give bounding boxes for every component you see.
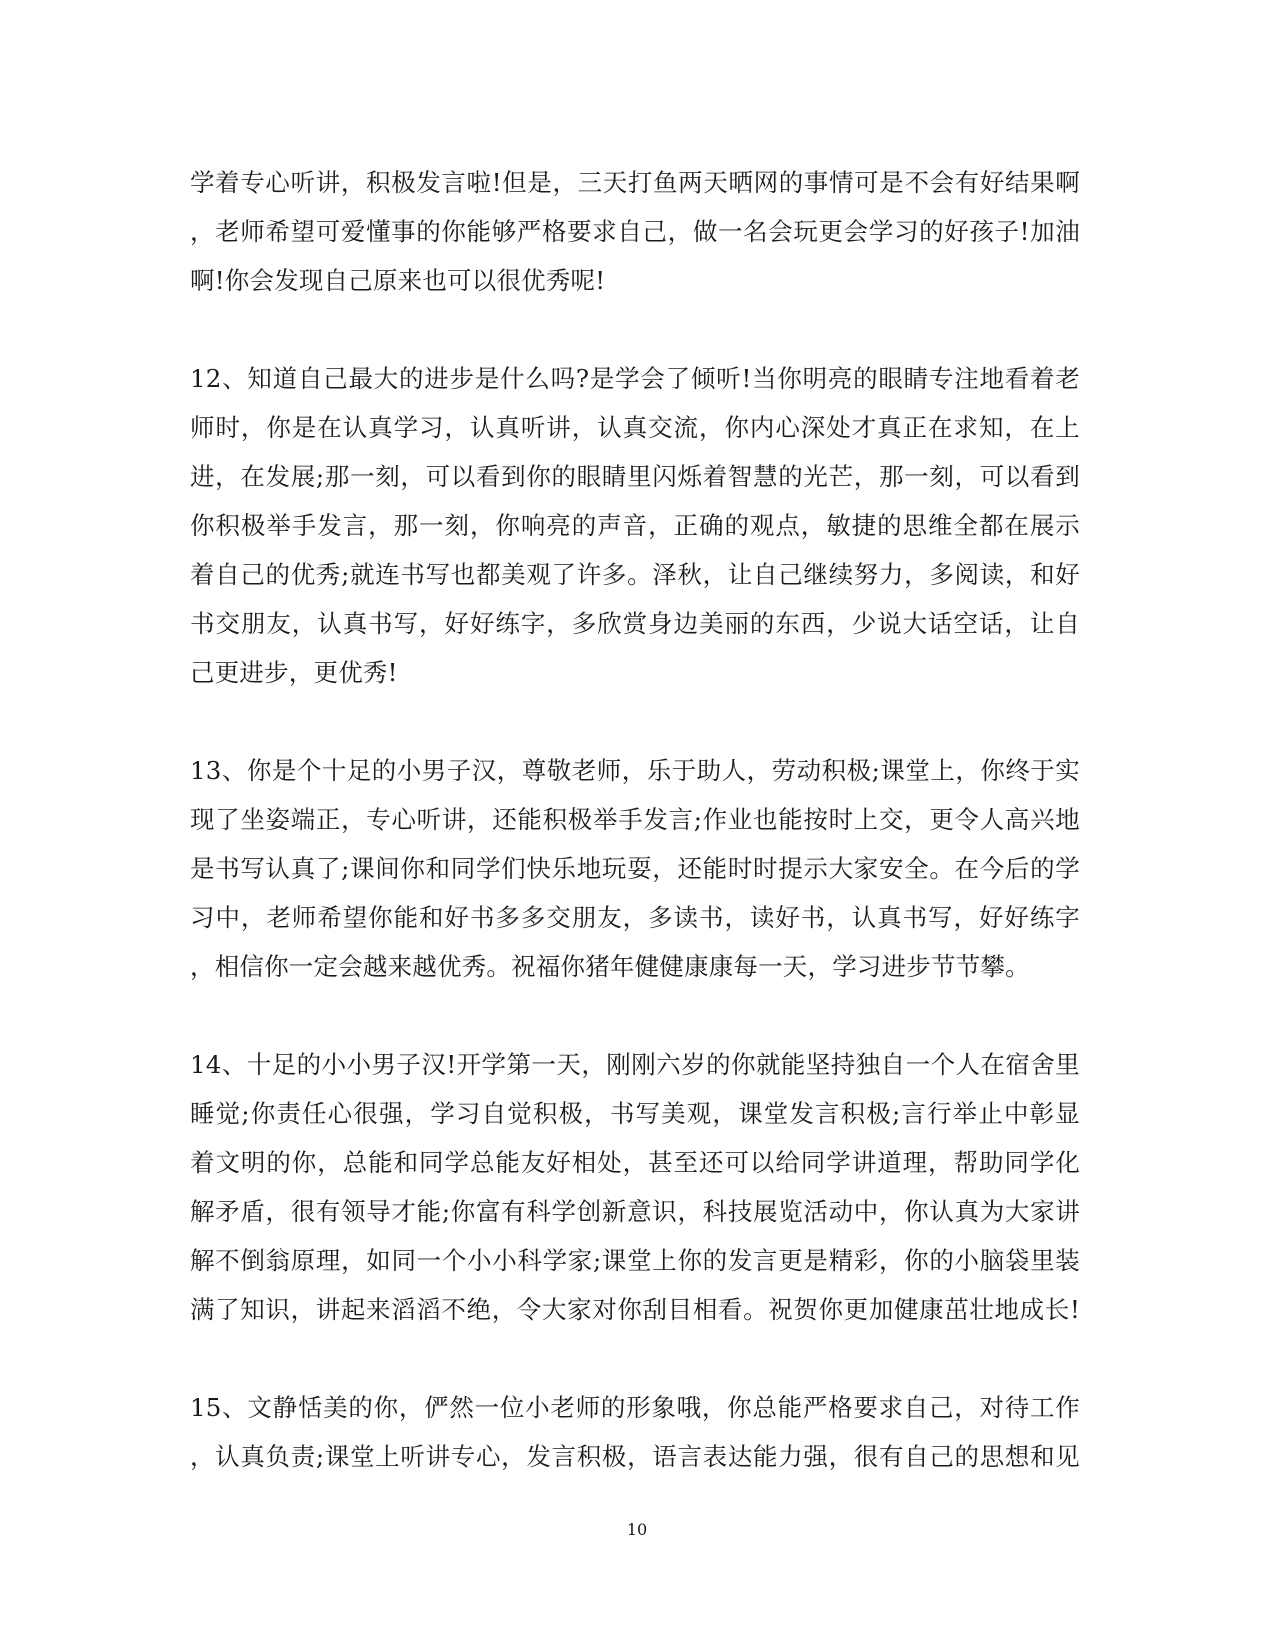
text-line: 12、知道自己最大的进步是什么吗?是学会了倾听!当你明亮的眼睛专注地看着老: [190, 364, 1080, 393]
text-line: 进，在发展;那一刻，可以看到你的眼睛里闪烁着智慧的光芒，那一刻，可以看到: [190, 462, 1080, 491]
text-line: ，认真负责;课堂上听讲专心，发言积极，语言表达能力强，很有自己的思想和见: [190, 1442, 1080, 1471]
paragraph-14: [190, 1040, 1080, 1334]
text-line: 你积极举手发言，那一刻，你响亮的声音，正确的观点，敏捷的思维全都在展示: [190, 511, 1080, 540]
text-line: 睡觉;你责任心很强，学习自觉积极，书写美观，课堂发言积极;言行举止中彰显: [190, 1099, 1080, 1128]
paragraph-12: [190, 354, 1080, 697]
text-line: ，老师希望可爱懂事的你能够严格要求自己，做一名会玩更会学习的好孩子!加油: [190, 217, 1080, 246]
text-line: 着自己的优秀;就连书写也都美观了许多。泽秋，让自己继续努力，多阅读，和好: [190, 560, 1080, 589]
text-line: 14、十足的小小男子汉!开学第一天，刚刚六岁的你就能坚持独自一个人在宿舍里: [190, 1050, 1080, 1079]
text-line: 习中，老师希望你能和好书多多交朋友，多读书，读好书，认真书写，好好练字: [190, 903, 1080, 932]
text-line: 现了坐姿端正，专心听讲，还能积极举手发言;作业也能按时上交，更令人高兴地: [190, 805, 1080, 834]
text-line: 满了知识，讲起来滔滔不绝，令大家对你刮目相看。祝贺你更加健康茁壮地成长!: [190, 1295, 1080, 1324]
text-line: 书交朋友，认真书写，好好练字，多欣赏身边美丽的东西，少说大话空话，让自: [190, 609, 1080, 638]
page-number: 10: [626, 1520, 648, 1539]
text-line: 解矛盾，很有领导才能;你富有科学创新意识，科技展览活动中，你认真为大家讲: [190, 1197, 1080, 1226]
paragraph-continuation: [190, 158, 1080, 305]
document-body: [190, 158, 1080, 1481]
text-line: 啊!你会发现自己原来也可以很优秀呢!: [190, 266, 606, 295]
text-line: 13、你是个十足的小男子汉，尊敬老师，乐于助人，劳动积极;课堂上，你终于实: [190, 756, 1080, 785]
text-line: 是书写认真了;课间你和同学们快乐地玩耍，还能时时提示大家安全。在今后的学: [190, 854, 1080, 883]
paragraph-15: [190, 1383, 1080, 1481]
text-line: 着文明的你，总能和同学总能友好相处，甚至还可以给同学讲道理，帮助同学化: [190, 1148, 1080, 1177]
text-line: 学着专心听讲，积极发言啦!但是，三天打鱼两天晒网的事情可是不会有好结果啊: [190, 168, 1080, 197]
text-line: 15、文静恬美的你，俨然一位小老师的形象哦，你总能严格要求自己，对待工作: [190, 1393, 1080, 1422]
text-line: 己更进步，更优秀!: [190, 658, 398, 687]
text-line: 解不倒翁原理，如同一个小小科学家;课堂上你的发言更是精彩，你的小脑袋里装: [190, 1246, 1080, 1275]
text-line: ，相信你一定会越来越优秀。祝福你猪年健健康康每一天，学习进步节节攀。: [190, 952, 1030, 981]
text-line: 师时，你是在认真学习，认真听讲，认真交流，你内心深处才真正在求知，在上: [190, 413, 1080, 442]
paragraph-13: [190, 746, 1080, 991]
